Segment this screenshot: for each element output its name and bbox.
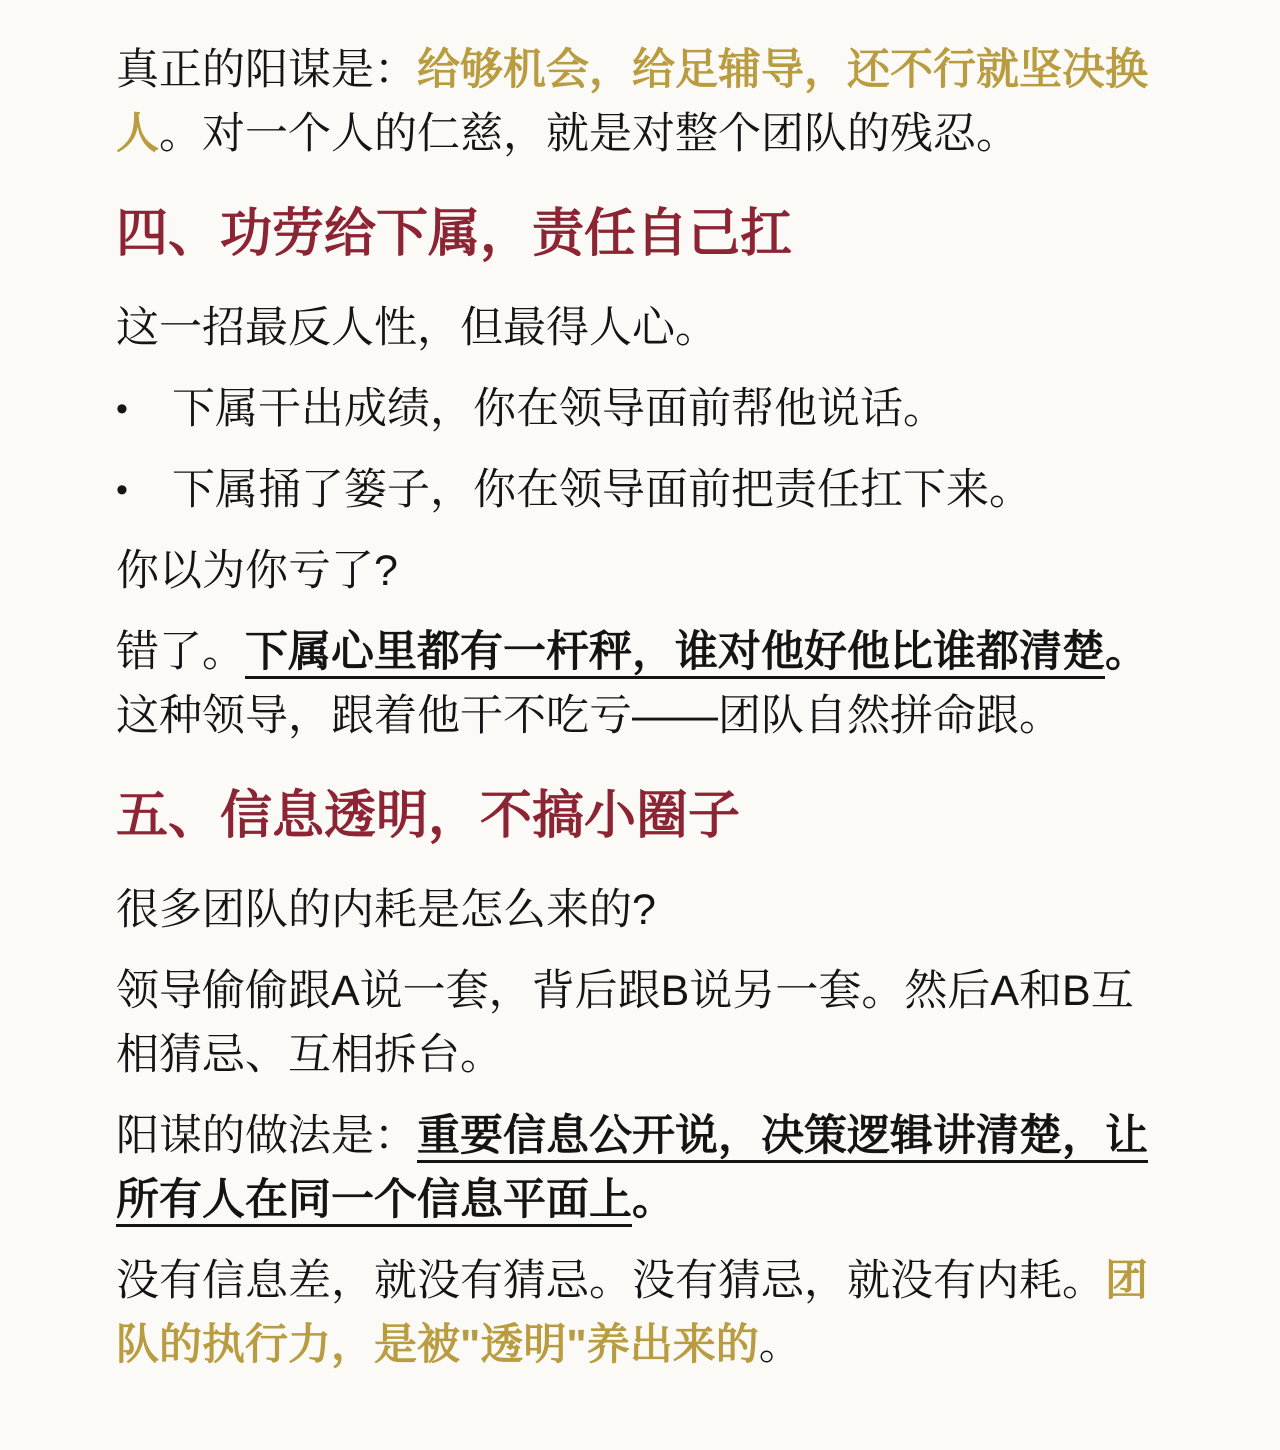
method-text-start: 阳谋的做法是： <box>116 1112 417 1160</box>
bullet-item-1 <box>116 377 1164 441</box>
answer-emphasis-underlined: 下属心里都有一杆秤，谁对他好他比谁都清楚 <box>245 628 1105 676</box>
paragraph-answer <box>116 620 1164 748</box>
paragraph-example: 领导偷偷跟A说一套，背后跟B说另一套。然后A和B互相猜忌、互相拆台。 <box>116 967 1134 1079</box>
paragraph-method <box>116 1104 1164 1232</box>
section-heading-five: 五、信息透明，不搞小圈子 <box>116 787 741 845</box>
bullet-item-2 <box>116 458 1164 522</box>
conclusion-text-end: 。 <box>758 1321 802 1369</box>
intro-text-end: 。对一个人的仁慈，就是对整个团队的残忍。 <box>159 110 1019 158</box>
intro-gold-highlight: 给够机会，给足辅导，还不行就坚决换人 <box>116 46 1148 158</box>
conclusion-gold-highlight: 团队的执行力，是被"透明"养出来的 <box>116 1257 1148 1369</box>
answer-text-start: 错了。 <box>116 628 245 676</box>
answer-period: 。 <box>1105 628 1148 676</box>
paragraph-intro <box>116 38 1164 166</box>
paragraph-question: 你以为你亏了? <box>116 547 398 595</box>
bullet-marker: • <box>116 471 128 509</box>
method-period: 。 <box>632 1176 675 1224</box>
conclusion-text-start: 没有信息差，就没有猜忌。没有猜忌，就没有内耗。 <box>116 1257 1105 1305</box>
bullet-marker: • <box>116 390 128 428</box>
intro-text-start: 真正的阳谋是： <box>116 46 417 94</box>
paragraph-section-five-lead: 很多团队的内耗是怎么来的? <box>116 886 656 934</box>
section-heading-four: 四、功劳给下属，责任自己扛 <box>116 205 793 263</box>
bullet-text-1: 下属干出成绩，你在领导面前帮他说话。 <box>172 385 946 433</box>
answer-text-end: 这种领导，跟着他干不吃亏——团队自然拼命跟。 <box>116 692 1062 740</box>
method-emphasis-underlined: 重要信息公开说，决策逻辑讲清楚，让所有人在同一个信息平面上 <box>116 1112 1148 1224</box>
bullet-list <box>116 377 1164 522</box>
paragraph-conclusion <box>116 1249 1164 1377</box>
paragraph-section-four-lead: 这一招最反人性，但最得人心。 <box>116 304 718 352</box>
bullet-text-2: 下属捅了篓子，你在领导面前把责任扛下来。 <box>172 466 1032 514</box>
